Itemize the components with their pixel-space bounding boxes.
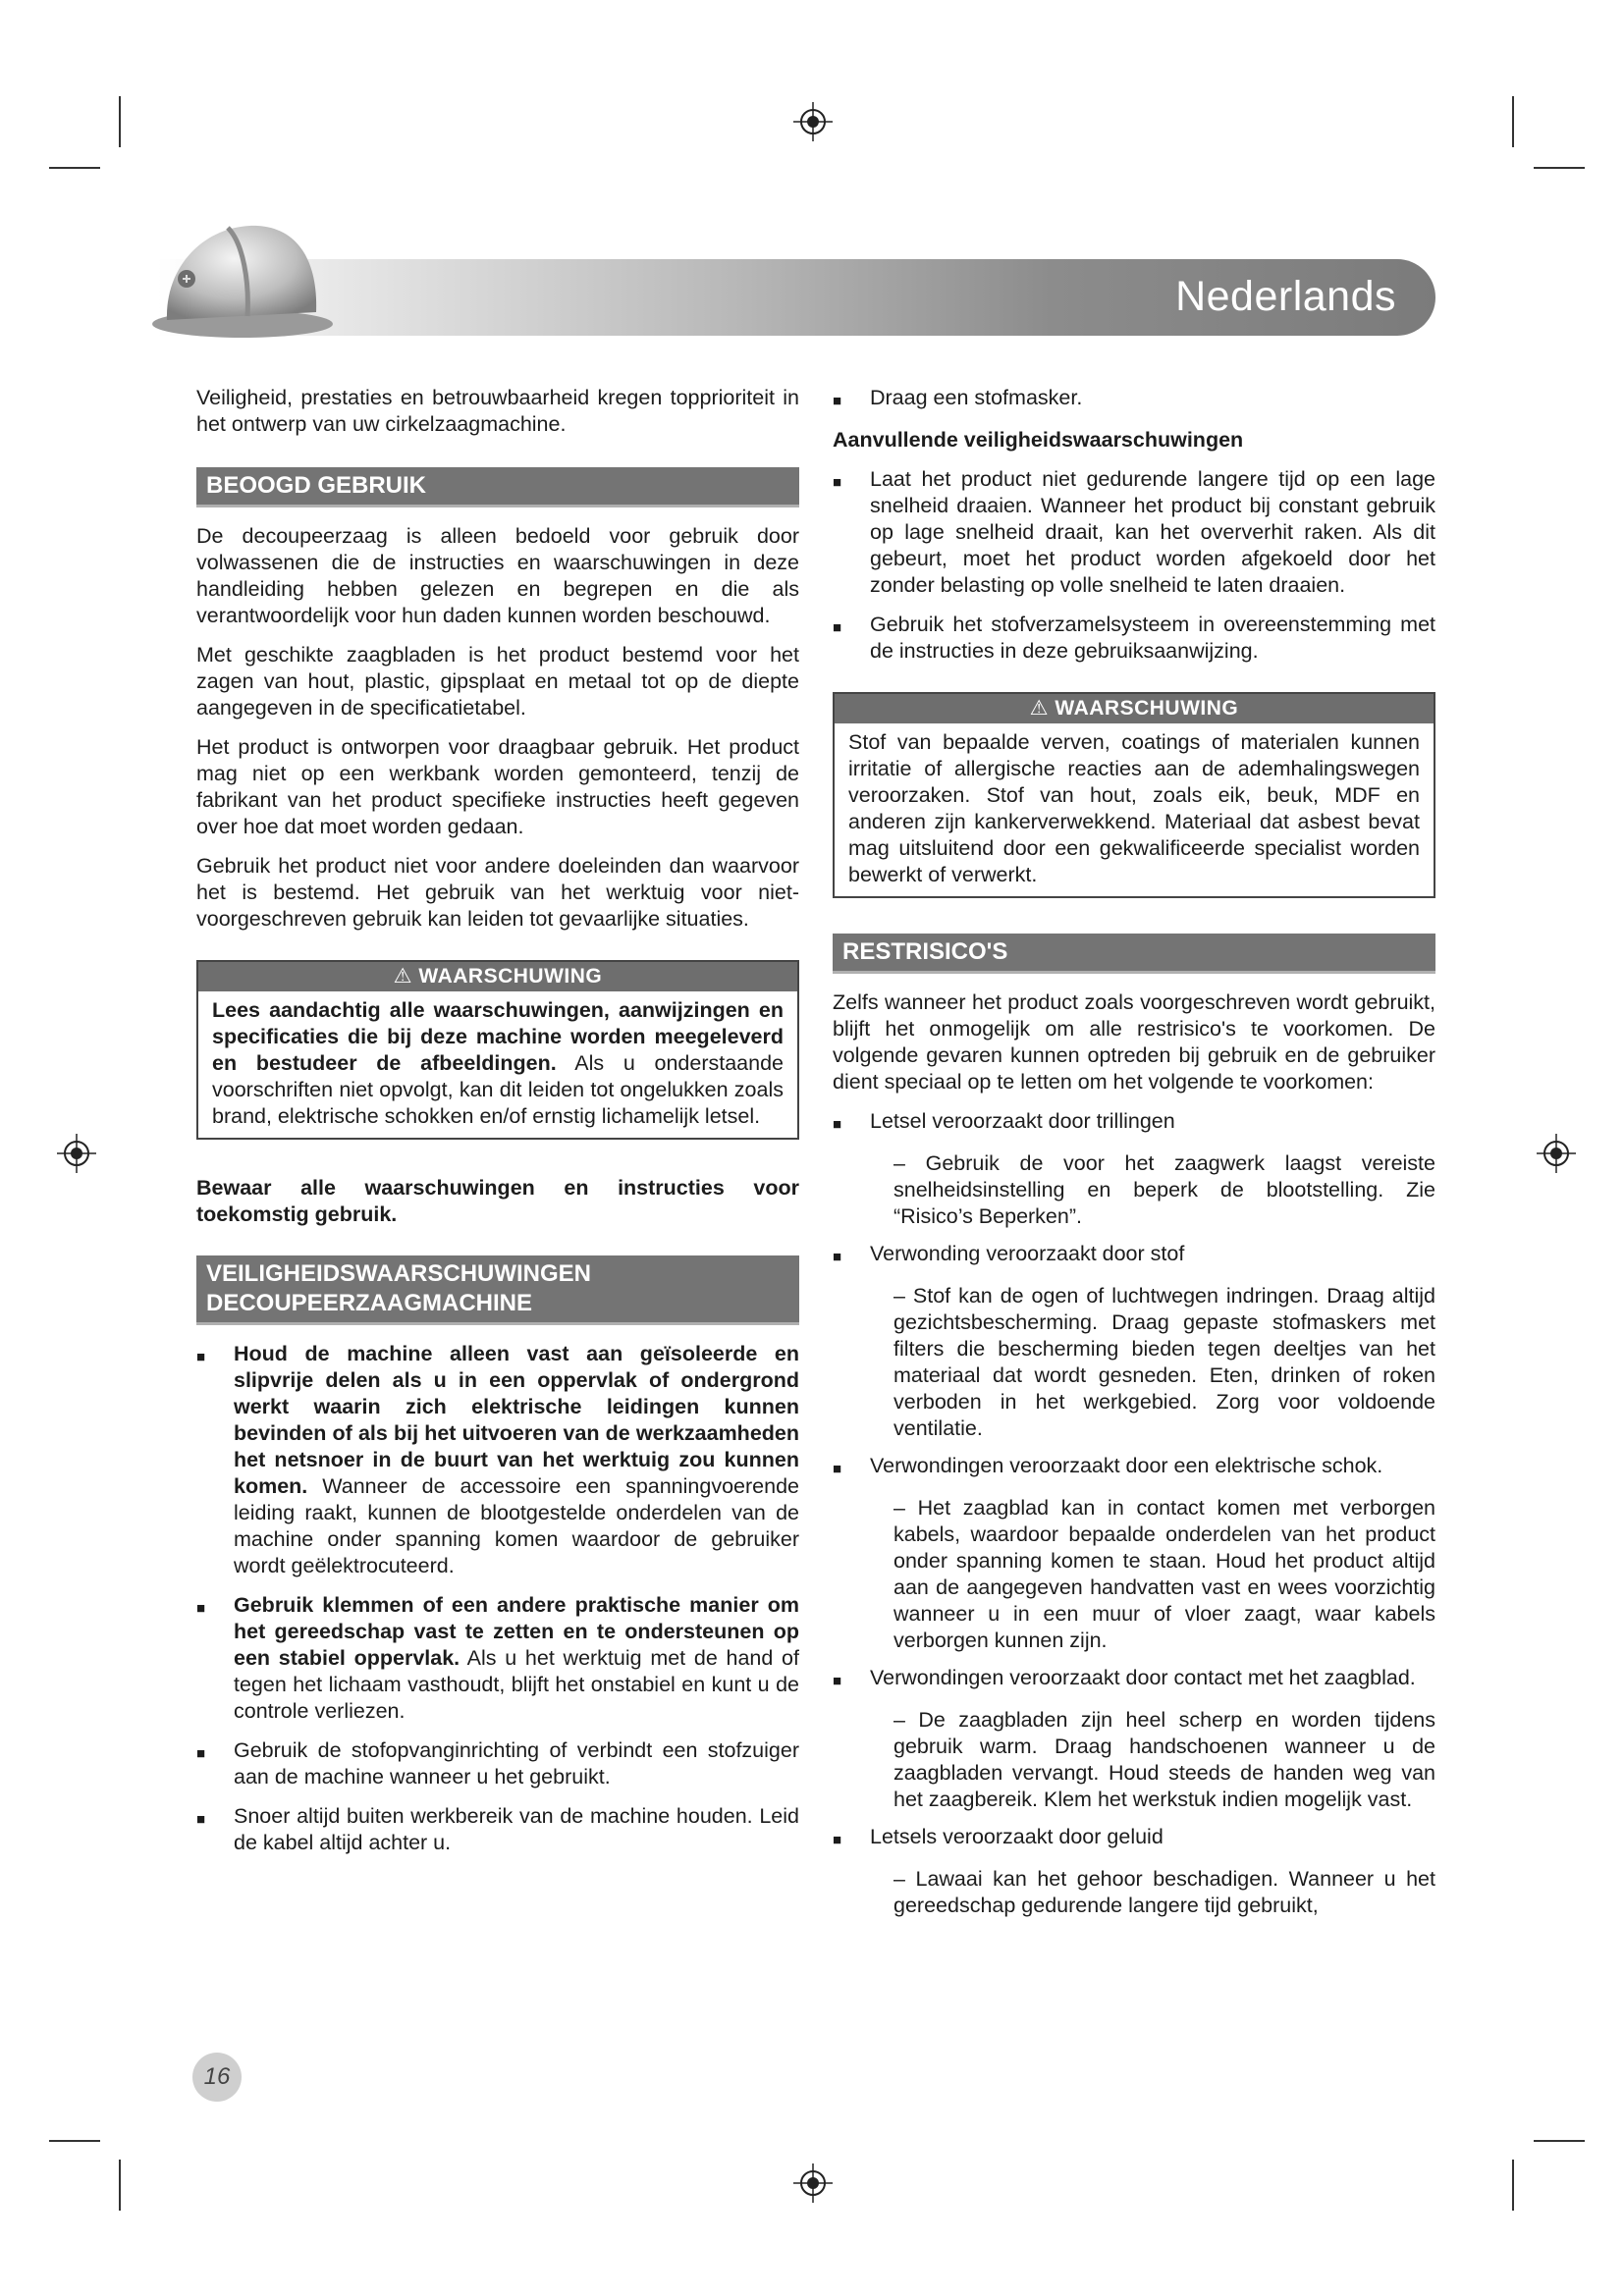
keep-instructions: Bewaar alle waarschuwingen en instructies voor toekomstig gebruik. xyxy=(196,1176,799,1226)
left-column xyxy=(196,385,799,1869)
list-item xyxy=(833,385,1435,414)
risk-detail: – De zaagbladen zijn heel scherp en worden tijdens gebruik warm. Draag handschoenen wanneer u de zaagbladen vervangt. Houd steeds de handen weg van het zaagbereik. Klem het werkstuk indien mogelijk vast. xyxy=(893,1708,1435,1811)
bullet-text: Letsels veroorzaakt door geluid xyxy=(870,1825,1164,1848)
warning-title: WAARSCHUWING xyxy=(418,965,603,988)
crop-mark xyxy=(1534,167,1585,169)
page-number: 16 xyxy=(192,2053,242,2102)
subheading: Aanvullende veiligheidswaarschuwingen xyxy=(833,428,1244,452)
bullet-text: Verwondingen veroorzaakt door een elektrische schok. xyxy=(870,1454,1383,1477)
list-item xyxy=(833,1241,1435,1270)
bullet-icon: ■ xyxy=(833,1832,842,1848)
bullet-text: Verwonding veroorzaakt door stof xyxy=(870,1242,1185,1265)
crop-mark xyxy=(119,2160,121,2211)
bullet-text: Draag een stofmasker. xyxy=(870,386,1083,409)
bullet-text: Laat het product niet gedurende langere tijd op een lage snelheid draaien. Wanneer het product bij constant gebruik op lage snelheid draait, kan het oververhit raken. Als dit gebeurt, moet het product worden afgekoeld door het zonder belasting op volle snelheid te laten draaien. xyxy=(870,467,1435,597)
section-title-safety-warnings: VEILIGHEIDSWAARSCHUWINGEN DECOUPEERZAAGMACHINE xyxy=(196,1255,799,1325)
warning-body: Stof van bepaalde verven, coatings of materialen kunnen irritatie of allergische reacties aan de ademhalingswegen veroorzaken. Stof van hout, zoals eik, beuk, MDF en anderen zijn kankerverwekkend. Materiaal dat asbest bevat mag uitsluitend door een gekwalificeerde specialist worden bewerkt of verwerkt. xyxy=(848,730,1420,886)
risk-detail: – Gebruik de voor het zaagwerk laagst vereiste snelheidsinstelling en beperk de blootstelling. Zie “Risico’s Beperken”. xyxy=(893,1151,1435,1228)
registration-mark-icon xyxy=(1537,1134,1576,1173)
registration-mark-icon xyxy=(793,2163,833,2203)
list-item xyxy=(833,1824,1435,1853)
crop-mark xyxy=(1512,96,1514,147)
warning-body xyxy=(198,991,797,1138)
warning-title: WAARSCHUWING xyxy=(1055,697,1239,720)
paragraph: Gebruik het product niet voor andere doeleinden dan waarvoor het is bestemd. Het gebruik van het werktuig voor niet-voorgeschreven gebruik kan leiden tot gevaarlijke situaties. xyxy=(196,854,799,931)
warning-box xyxy=(196,960,799,1140)
bullet-bold-text: Gebruik klemmen of een andere praktische manier om het gereedschap vast te zetten en te ondersteunen op een stabiel oppervlak. xyxy=(234,1593,799,1670)
warning-text: Als u onderstaande voorschriften niet opvolgt, kan dit leiden tot ongelukken zoals brand, elektrische schokken en/of ernstig lichamelijk letsel. xyxy=(212,1051,784,1128)
bullet-icon: ■ xyxy=(833,393,842,409)
risk-detail: – Lawaai kan het gehoor beschadigen. Wanneer u het gereedschap gedurende langere tijd gebruikt, xyxy=(893,1867,1435,1917)
bullet-text: Wanneer de accessoire een spanningvoerende leiding raakt, kunnen de blootgestelde onderdelen van de machine onder spanning komen waardoor de gebruiker wordt geëlektrocuteerd. xyxy=(234,1474,799,1577)
bullet-icon: ■ xyxy=(196,1745,206,1762)
registration-mark-icon xyxy=(793,102,833,141)
language-title: Nederlands xyxy=(1175,273,1396,320)
bullet-icon: ■ xyxy=(833,474,842,491)
crop-mark xyxy=(49,167,100,169)
list-item xyxy=(833,1453,1435,1482)
header-banner xyxy=(157,259,1435,336)
warning-header xyxy=(835,694,1434,723)
bullet-bold-text: Houd de machine alleen vast aan geïsoleerde en slipvrije delen als u in een oppervlak of ondergrond werkt waarin zich elektrische leidingen kunnen bevinden of als bij het uitvoeren van de werkzaamheden het netsnoer in de buurt van het werktuig zou kunnen komen. xyxy=(234,1342,799,1498)
warning-box xyxy=(833,692,1435,898)
list-item xyxy=(196,1341,799,1579)
bullet-text: Gebruik de stofopvanginrichting of verbindt een stofzuiger aan de machine wanneer u het gebruikt. xyxy=(234,1738,799,1789)
bullet-text: Letsel veroorzaakt door trillingen xyxy=(870,1109,1175,1133)
safety-helmet-icon xyxy=(149,214,336,342)
crop-mark xyxy=(49,2140,100,2142)
registration-mark-icon xyxy=(57,1134,96,1173)
warning-icon: ⚠ xyxy=(1029,697,1050,720)
bullet-icon: ■ xyxy=(833,1249,842,1265)
list-item xyxy=(196,1737,799,1790)
bullet-icon: ■ xyxy=(833,1461,842,1477)
bullet-icon: ■ xyxy=(833,1673,842,1689)
bullet-icon: ■ xyxy=(833,619,842,636)
bullet-text: Als u het werktuig met de hand of tegen het lichaam vasthoudt, blijft het onstabiel en kunt u de controle verliezen. xyxy=(234,1646,799,1723)
bullet-icon: ■ xyxy=(833,1116,842,1133)
paragraph: Zelfs wanneer het product zoals voorgeschreven wordt gebruikt, blijft het onmogelijk om alle restrisico's te voorkomen. De volgende gevaren kunnen optreden bij gebruik en de gebruiker dient speciaal op te letten om het volgende te voorkomen: xyxy=(833,990,1435,1094)
paragraph: De decoupeerzaag is alleen bedoeld voor gebruik door volwassenen die de instructies en waarschuwingen in deze handleiding hebben gelezen en begrepen en die als verantwoordelijk voor hun daden kunnen worden beschouwd. xyxy=(196,524,799,627)
paragraph: Het product is ontworpen voor draagbaar gebruik. Het product mag niet op een werkbank worden gemonteerd, tenzij de fabrikant van het product specifieke instructies heeft gegeven over hoe dat moet worden gedaan. xyxy=(196,735,799,838)
bullet-text: Gebruik het stofverzamelsysteem in overeenstemming met de instructies in deze gebruiksaanwijzing. xyxy=(870,613,1435,663)
warning-bold-text: Lees aandachtig alle waarschuwingen, aanwijzingen en specificaties die bij deze machine worden meegeleverd en bestudeer de afbeeldingen. xyxy=(212,998,784,1075)
section-title-residual-risks: RESTRISICO'S xyxy=(833,934,1435,974)
list-item xyxy=(833,1665,1435,1694)
risk-detail: – Stof kan de ogen of luchtwegen indringen. Draag altijd gezichtsbescherming. Draag gepaste stofmaskers met filters die bescherming bieden tegen deeltjes van het materiaal dat wordt gesneden. Eten, drinken of roken verboden in het werkgebied. Zorg voor voldoende ventilatie. xyxy=(893,1284,1435,1440)
crop-mark xyxy=(1512,2160,1514,2211)
crop-mark xyxy=(119,96,121,147)
bullet-icon: ■ xyxy=(196,1600,206,1617)
list-item xyxy=(196,1803,799,1856)
list-item xyxy=(833,612,1435,665)
intro-paragraph: Veiligheid, prestaties en betrouwbaarheid kregen topprioriteit in het ontwerp van uw cirkelzaagmachine. xyxy=(196,386,799,436)
bullet-text: Snoer altijd buiten werkbereik van de machine houden. Leid de kabel altijd achter u. xyxy=(234,1804,799,1854)
list-item xyxy=(833,1108,1435,1138)
bullet-icon: ■ xyxy=(196,1811,206,1828)
list-item xyxy=(196,1592,799,1725)
paragraph: Met geschikte zaagbladen is het product bestemd voor het zagen van hout, plastic, gipsplaat en metaal tot op de diepte aangegeven in de specificatietabel. xyxy=(196,643,799,720)
warning-icon: ⚠ xyxy=(393,965,413,988)
section-title-intended-use: BEOOGD GEBRUIK xyxy=(196,467,799,507)
risk-detail: – Het zaagblad kan in contact komen met verborgen kabels, waardoor bepaalde onderdelen van het product onder spanning komen te staan. Houd het product altijd aan de aangegeven handvatten vast en wees voorzichtig wanneer u in een muur of vloer zaagt, waar kabels verborgen kunnen zijn. xyxy=(893,1496,1435,1652)
right-column xyxy=(833,385,1435,1930)
bullet-icon: ■ xyxy=(196,1349,206,1365)
bullet-text: Verwondingen veroorzaakt door contact met het zaagblad. xyxy=(870,1666,1416,1689)
list-item xyxy=(833,466,1435,599)
warning-header xyxy=(198,962,797,991)
crop-mark xyxy=(1534,2140,1585,2142)
